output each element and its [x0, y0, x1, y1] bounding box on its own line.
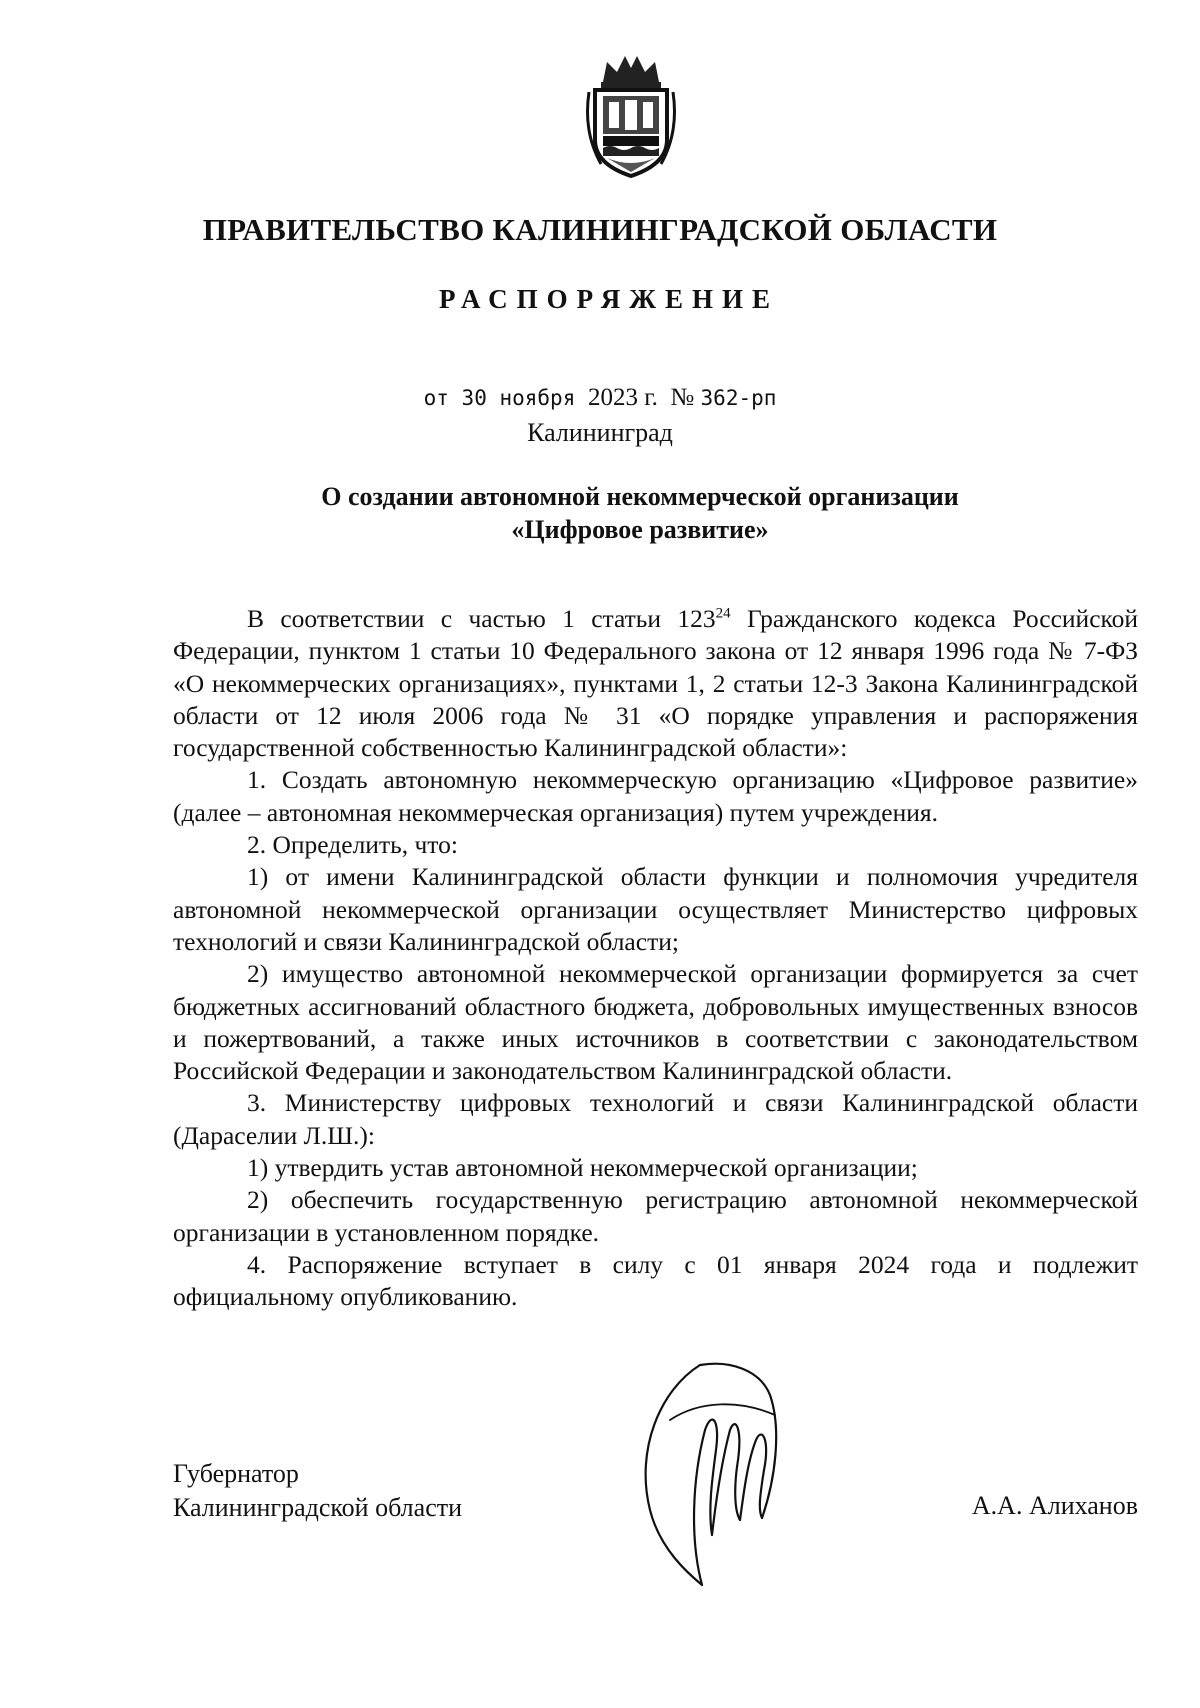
paragraph-1: 1. Создать автономную некоммерческую организацию «Цифровое развитие» (далее – автономная некоммерческая организация) путем учреждения.: [173, 765, 1138, 827]
paragraph-2-item-1: 1) от имени Калининградской области функции и полномочия учредителя автономной некоммерческой организации осуществляет Министерство цифровых технологий и связи Калининградской области;: [173, 862, 1138, 956]
paragraph-3-item-2: 2) обеспечить государственную регистрацию автономной некоммерческой организации в установленном порядке.: [173, 1185, 1138, 1247]
subject-line-1: О создании автономной некоммерческой организации: [321, 482, 959, 511]
paragraph-4: 4. Распоряжение вступает в силу с 01 января 2024 года и подлежит официальному опубликованию.: [173, 1249, 1138, 1312]
date-day-month: 30 ноября: [461, 386, 588, 410]
date-year: 2023 г.: [587, 384, 658, 411]
document-number: 362-рп: [700, 386, 777, 410]
handwritten-signature: [630, 1360, 785, 1590]
preamble-text-part1: В соответствии с частью 1 статьи 123: [247, 604, 716, 633]
preamble-paragraph: [173, 603, 1138, 764]
article-superscript: 24: [715, 605, 731, 622]
signatory-name: А.А. Алиханов: [971, 1491, 1138, 1520]
document-subject: [200, 480, 1080, 546]
document-body: [173, 603, 1138, 1314]
date-prefix: от: [423, 386, 462, 410]
coat-of-arms-emblem: [581, 52, 681, 180]
signatory-position-line-2: Калининградской области: [173, 1493, 463, 1522]
paragraph-3-item-1: 1) утвердить устав автономной некоммерческой организации;: [247, 1153, 918, 1183]
city-name: Калининград: [527, 418, 673, 447]
signatory-position-line-1: Губернатор: [173, 1459, 299, 1488]
subject-line-2: «Цифровое развитие»: [511, 515, 769, 544]
document-type-heading: РАСПОРЯЖЕНИЕ: [438, 284, 780, 314]
government-title: ПРАВИТЕЛЬСТВО КАЛИНИНГРАДСКОЙ ОБЛАСТИ: [202, 212, 998, 247]
signatory-position: [173, 1457, 462, 1525]
paragraph-3: 3. Министерству цифровых технологий и связи Калининградской области (Дараселии Л.Ш.):: [173, 1088, 1138, 1150]
date-and-number-line: [0, 384, 1200, 412]
preamble-text-part2: Гражданского кодекса Российской Федерации, пунктом 1 статьи 10 Федерального закона от 12 января 1996 года № 7-ФЗ «О некоммерческих организациях», пунктами 1, 2 статьи 12-3 Закона Калининградской области от 12 июля 2006 года № 31 «О порядке управления и распоряжения государственной собственностью Калининградской области»:: [173, 604, 1138, 763]
paragraph-2: 2. Определить, что:: [247, 830, 458, 860]
number-sign: №: [670, 384, 701, 411]
paragraph-2-item-2: 2) имущество автономной некоммерческой организации формируется за счет бюджетных ассигнований областного бюджета, добровольных имущественных взносов и пожертвований, а также иных источников в соответствии с законодательством Российской Федерации и законодательством Калининградской области.: [173, 959, 1138, 1086]
